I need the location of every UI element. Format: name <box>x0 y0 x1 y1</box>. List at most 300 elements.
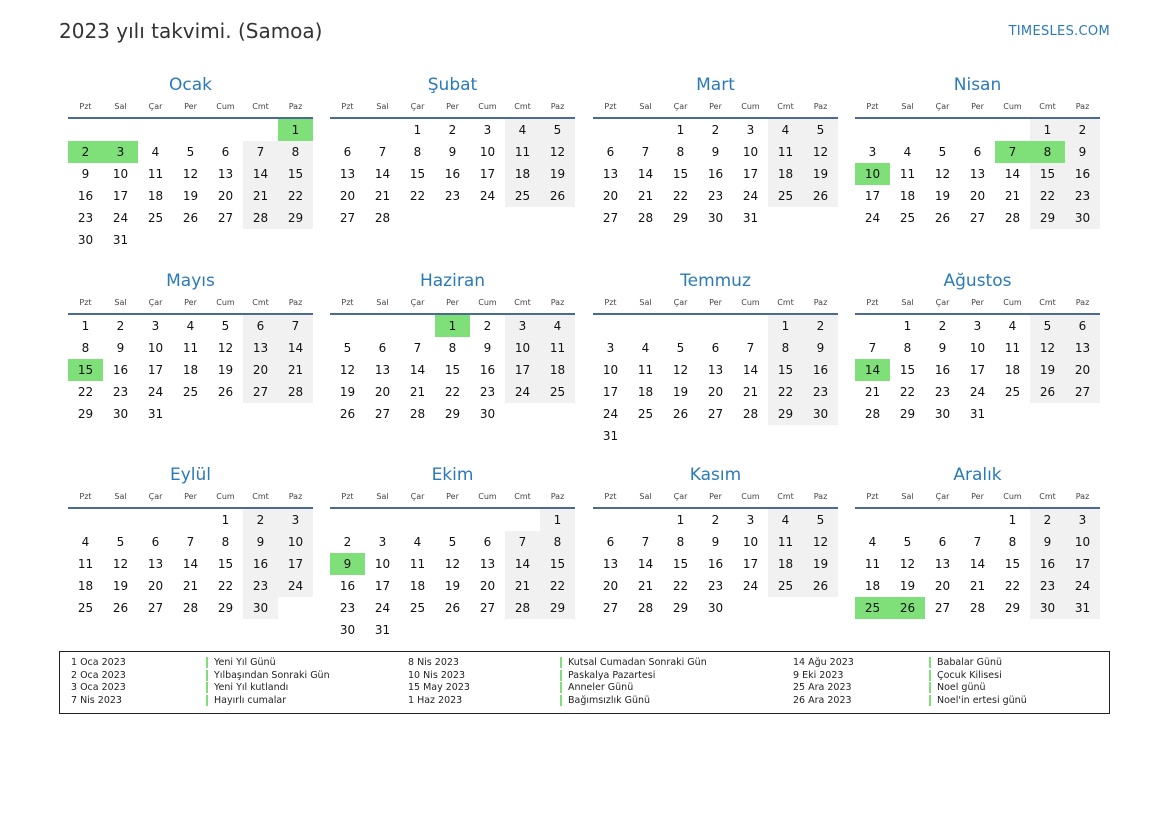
holiday-day-cell: 10 <box>855 163 890 185</box>
day-cell: 15 <box>672 167 689 181</box>
day-cell: 2 <box>938 319 947 333</box>
day-cell: 24 <box>864 211 881 225</box>
weekday-label: Pzt <box>866 102 879 111</box>
day-cell: 2 <box>1030 509 1065 531</box>
day-cell: 10 <box>147 341 164 355</box>
weekday-label: Pzt <box>79 298 92 307</box>
day-cell: 21 <box>374 189 391 203</box>
day-cell: 24 <box>969 385 986 399</box>
day-cell: 16 <box>1065 163 1100 185</box>
day-cell: 31 <box>112 233 129 247</box>
day-cell: 2 <box>711 123 720 137</box>
day-cell: 11 <box>77 557 94 571</box>
weekday-label: Sal <box>376 492 389 501</box>
day-cell: 25 <box>505 185 540 207</box>
day-cell: 21 <box>278 359 313 381</box>
day-cell: 21 <box>505 575 540 597</box>
day-cell: 29 <box>540 597 575 619</box>
day-grid <box>855 119 1100 229</box>
weekday-header <box>855 99 1100 119</box>
weekday-label: Cmt <box>777 492 794 501</box>
day-cell: 6 <box>151 535 160 549</box>
day-cell: 9 <box>938 341 947 355</box>
weekday-header <box>593 295 838 315</box>
day-cell: 5 <box>676 341 685 355</box>
day-cell: 13 <box>217 167 234 181</box>
day-cell: 13 <box>1065 337 1100 359</box>
weekday-header <box>68 295 313 315</box>
day-cell: 8 <box>81 341 90 355</box>
day-cell: 6 <box>606 535 615 549</box>
day-cell: 11 <box>409 557 426 571</box>
legend-row <box>60 682 1109 695</box>
day-cell: 16 <box>934 363 951 377</box>
weekday-label: Çar <box>935 102 950 111</box>
day-cell: 30 <box>243 597 278 619</box>
holiday-day-cell: 26 <box>890 597 925 619</box>
weekday-label: Paz <box>288 102 303 111</box>
day-cell: 5 <box>540 119 575 141</box>
day-cell: 3 <box>746 123 755 137</box>
day-cell: 1 <box>903 319 912 333</box>
day-cell: 10 <box>742 535 759 549</box>
day-cell: 16 <box>112 363 129 377</box>
day-cell: 13 <box>374 363 391 377</box>
day-grid <box>330 315 575 425</box>
weekday-label: Cmt <box>777 102 794 111</box>
empty-cell <box>103 509 138 531</box>
day-cell: 26 <box>1030 381 1065 403</box>
day-cell: 9 <box>483 341 492 355</box>
day-cell: 22 <box>899 385 916 399</box>
day-cell: 3 <box>278 509 313 531</box>
day-cell: 7 <box>378 145 387 159</box>
empty-cell <box>628 509 663 531</box>
day-cell: 5 <box>1030 315 1065 337</box>
day-cell: 12 <box>217 341 234 355</box>
day-grid <box>68 119 313 251</box>
day-cell: 27 <box>602 211 619 225</box>
weekday-label: Cum <box>216 492 235 501</box>
day-cell: 21 <box>409 385 426 399</box>
day-cell: 4 <box>1008 319 1017 333</box>
day-cell: 22 <box>540 575 575 597</box>
weekday-label: Çar <box>148 102 163 111</box>
empty-cell <box>505 509 540 531</box>
day-cell: 9 <box>243 531 278 553</box>
day-cell: 11 <box>182 341 199 355</box>
holiday-date: 25 Ara 2023 <box>793 682 852 694</box>
holiday-date: 2 Oca 2023 <box>71 669 126 681</box>
day-cell: 10 <box>505 337 540 359</box>
day-cell: 2 <box>116 319 125 333</box>
day-cell: 27 <box>217 211 234 225</box>
empty-cell <box>628 315 663 337</box>
day-cell: 22 <box>444 385 461 399</box>
empty-cell <box>593 119 628 141</box>
weekday-label: Paz <box>550 492 565 501</box>
day-cell: 27 <box>707 407 724 421</box>
weekday-label: Paz <box>288 298 303 307</box>
weekday-label: Pzt <box>866 492 879 501</box>
day-cell: 29 <box>899 407 916 421</box>
day-cell: 24 <box>742 579 759 593</box>
day-cell: 3 <box>746 513 755 527</box>
weekday-label: Paz <box>550 298 565 307</box>
month-name: Temmuz <box>680 271 751 291</box>
day-cell: 23 <box>707 189 724 203</box>
holiday-name: Noel'in ertesi günü <box>929 695 1027 706</box>
day-cell: 21 <box>637 579 654 593</box>
day-cell: 5 <box>938 145 947 159</box>
day-cell: 5 <box>803 509 838 531</box>
day-cell: 14 <box>742 363 759 377</box>
day-cell: 24 <box>278 575 313 597</box>
day-cell: 17 <box>374 579 391 593</box>
day-cell: 12 <box>540 141 575 163</box>
weekday-label: Cmt <box>1039 492 1056 501</box>
day-cell: 4 <box>768 119 803 141</box>
empty-cell <box>103 119 138 141</box>
day-cell: 16 <box>707 557 724 571</box>
empty-cell <box>400 509 435 531</box>
day-cell: 31 <box>1065 597 1100 619</box>
weekday-label: Cmt <box>777 298 794 307</box>
holiday-legend <box>59 651 1110 714</box>
day-cell: 18 <box>540 359 575 381</box>
day-cell: 21 <box>742 385 759 399</box>
weekday-label: Sal <box>901 102 914 111</box>
weekday-label: Cmt <box>1039 102 1056 111</box>
empty-cell <box>208 119 243 141</box>
day-cell: 4 <box>641 341 650 355</box>
day-cell: 12 <box>182 167 199 181</box>
day-cell: 29 <box>768 403 803 425</box>
day-cell: 20 <box>969 189 986 203</box>
day-cell: 28 <box>637 601 654 615</box>
weekday-label: Çar <box>673 298 688 307</box>
day-cell: 16 <box>77 189 94 203</box>
day-cell: 7 <box>641 535 650 549</box>
day-cell: 13 <box>243 337 278 359</box>
weekday-label: Per <box>184 492 197 501</box>
day-cell: 4 <box>151 145 160 159</box>
day-cell: 6 <box>221 145 230 159</box>
weekday-label: Cum <box>478 492 497 501</box>
day-cell: 27 <box>1065 381 1100 403</box>
weekday-label: Pzt <box>604 298 617 307</box>
weekday-header <box>68 99 313 119</box>
weekday-header <box>330 99 575 119</box>
day-cell: 1 <box>81 319 90 333</box>
day-cell: 23 <box>707 579 724 593</box>
month-9 <box>68 465 313 619</box>
weekday-label: Cmt <box>1039 298 1056 307</box>
weekday-label: Sal <box>639 298 652 307</box>
month-4 <box>855 75 1100 229</box>
weekday-header <box>330 295 575 315</box>
day-cell: 9 <box>711 535 720 549</box>
weekday-header <box>593 99 838 119</box>
day-cell: 28 <box>742 407 759 421</box>
empty-cell <box>365 315 400 337</box>
day-cell: 22 <box>409 189 426 203</box>
weekday-label: Cmt <box>514 492 531 501</box>
day-cell: 12 <box>672 363 689 377</box>
day-cell: 18 <box>147 189 164 203</box>
empty-cell <box>400 315 435 337</box>
day-cell: 9 <box>711 145 720 159</box>
day-cell: 14 <box>409 363 426 377</box>
day-cell: 26 <box>803 185 838 207</box>
day-cell: 17 <box>1065 553 1100 575</box>
holiday-day-cell: 1 <box>435 315 470 337</box>
day-cell: 3 <box>505 315 540 337</box>
weekday-label: Pzt <box>604 102 617 111</box>
holiday-date: 1 Haz 2023 <box>408 694 463 706</box>
empty-cell <box>733 315 768 337</box>
day-grid <box>593 315 838 447</box>
holiday-date: 8 Nis 2023 <box>408 657 459 668</box>
day-cell: 29 <box>1030 207 1065 229</box>
day-cell: 4 <box>540 315 575 337</box>
day-cell: 27 <box>339 211 356 225</box>
day-cell: 8 <box>903 341 912 355</box>
day-cell: 3 <box>483 123 492 137</box>
weekday-header <box>593 489 838 509</box>
weekday-label: Çar <box>410 492 425 501</box>
weekday-label: Cum <box>741 298 760 307</box>
day-cell: 12 <box>444 557 461 571</box>
day-cell: 13 <box>147 557 164 571</box>
day-cell: 11 <box>147 167 164 181</box>
weekday-label: Çar <box>148 492 163 501</box>
day-cell: 16 <box>444 167 461 181</box>
day-cell: 28 <box>374 211 391 225</box>
weekday-label: Cmt <box>252 492 269 501</box>
day-cell: 20 <box>479 579 496 593</box>
day-cell: 16 <box>479 363 496 377</box>
holiday-day-cell: 25 <box>855 597 890 619</box>
day-cell: 18 <box>864 579 881 593</box>
holiday-day-cell: 1 <box>278 119 313 141</box>
legend-row <box>60 695 1109 708</box>
day-cell: 3 <box>868 145 877 159</box>
holiday-date: 3 Oca 2023 <box>71 682 126 694</box>
empty-cell <box>593 315 628 337</box>
weekday-label: Cum <box>478 298 497 307</box>
day-cell: 19 <box>803 163 838 185</box>
day-cell: 8 <box>676 145 685 159</box>
day-cell: 18 <box>768 163 803 185</box>
month-3 <box>593 75 838 229</box>
day-cell: 20 <box>934 579 951 593</box>
day-cell: 10 <box>112 167 129 181</box>
day-cell: 4 <box>868 535 877 549</box>
weekday-label: Çar <box>673 492 688 501</box>
day-cell: 14 <box>969 557 986 571</box>
month-name: Ekim <box>431 465 474 485</box>
day-cell: 27 <box>969 211 986 225</box>
day-cell: 1 <box>540 509 575 531</box>
day-cell: 11 <box>768 141 803 163</box>
month-name: Mart <box>696 75 735 95</box>
day-cell: 12 <box>803 141 838 163</box>
weekday-header <box>855 489 1100 509</box>
day-cell: 26 <box>672 407 689 421</box>
day-cell: 19 <box>1030 359 1065 381</box>
empty-cell <box>925 119 960 141</box>
weekday-label: Sal <box>114 298 127 307</box>
weekday-label: Per <box>184 298 197 307</box>
weekday-label: Sal <box>376 298 389 307</box>
day-cell: 29 <box>672 601 689 615</box>
day-cell: 4 <box>81 535 90 549</box>
day-cell: 30 <box>934 407 951 421</box>
holiday-name: Yeni Yıl kutlandı <box>206 682 288 693</box>
day-cell: 26 <box>339 407 356 421</box>
day-cell: 18 <box>182 363 199 377</box>
day-cell: 7 <box>973 535 982 549</box>
day-cell: 13 <box>339 167 356 181</box>
month-name: Ağustos <box>943 271 1012 291</box>
day-cell: 1 <box>221 513 230 527</box>
day-cell: 9 <box>1065 141 1100 163</box>
day-cell: 4 <box>903 145 912 159</box>
day-cell: 15 <box>278 163 313 185</box>
day-cell: 24 <box>112 211 129 225</box>
month-name: Mayıs <box>166 271 215 291</box>
day-cell: 22 <box>672 189 689 203</box>
month-1 <box>68 75 313 251</box>
day-cell: 22 <box>278 185 313 207</box>
day-cell: 2 <box>243 509 278 531</box>
empty-cell <box>593 509 628 531</box>
day-grid <box>593 119 838 229</box>
day-cell: 3 <box>1065 509 1100 531</box>
day-cell: 10 <box>479 145 496 159</box>
day-cell: 30 <box>112 407 129 421</box>
day-cell: 21 <box>1004 189 1021 203</box>
day-cell: 5 <box>343 341 352 355</box>
day-cell: 7 <box>641 145 650 159</box>
day-cell: 17 <box>479 167 496 181</box>
day-cell: 27 <box>602 601 619 615</box>
day-cell: 23 <box>1065 185 1100 207</box>
day-cell: 23 <box>444 189 461 203</box>
day-cell: 30 <box>77 233 94 247</box>
empty-cell <box>365 119 400 141</box>
day-cell: 7 <box>746 341 755 355</box>
day-cell: 15 <box>1004 557 1021 571</box>
weekday-label: Cum <box>741 102 760 111</box>
day-cell: 30 <box>1030 597 1065 619</box>
day-cell: 20 <box>1065 359 1100 381</box>
weekday-label: Sal <box>901 298 914 307</box>
day-cell: 19 <box>339 385 356 399</box>
day-cell: 26 <box>803 575 838 597</box>
day-cell: 4 <box>413 535 422 549</box>
day-cell: 14 <box>182 557 199 571</box>
day-cell: 29 <box>217 601 234 615</box>
day-cell: 27 <box>479 601 496 615</box>
day-cell: 21 <box>864 385 881 399</box>
day-cell: 5 <box>116 535 125 549</box>
day-cell: 6 <box>1065 315 1100 337</box>
day-cell: 29 <box>1004 601 1021 615</box>
weekday-label: Çar <box>935 298 950 307</box>
empty-cell <box>68 119 103 141</box>
day-cell: 1 <box>1008 513 1017 527</box>
day-cell: 17 <box>278 553 313 575</box>
weekday-label: Per <box>971 492 984 501</box>
day-cell: 28 <box>182 601 199 615</box>
day-cell: 6 <box>343 145 352 159</box>
day-cell: 15 <box>540 553 575 575</box>
month-7 <box>593 271 838 447</box>
holiday-name: Hayırlı cumalar <box>206 695 286 706</box>
day-grid <box>855 315 1100 425</box>
day-cell: 8 <box>768 337 803 359</box>
day-cell: 11 <box>505 141 540 163</box>
day-cell: 6 <box>606 145 615 159</box>
day-cell: 13 <box>602 557 619 571</box>
day-cell: 1 <box>768 315 803 337</box>
day-cell: 28 <box>637 211 654 225</box>
day-cell: 7 <box>413 341 422 355</box>
weekday-label: Pzt <box>604 492 617 501</box>
weekday-label: Sal <box>376 102 389 111</box>
month-name: Aralık <box>953 465 1002 485</box>
day-cell: 23 <box>803 381 838 403</box>
day-cell: 4 <box>505 119 540 141</box>
day-cell: 28 <box>409 407 426 421</box>
day-cell: 28 <box>505 597 540 619</box>
day-cell: 26 <box>217 385 234 399</box>
month-name: Şubat <box>427 75 478 95</box>
weekday-label: Paz <box>550 102 565 111</box>
day-cell: 1 <box>413 123 422 137</box>
day-cell: 17 <box>147 363 164 377</box>
holiday-day-cell: 14 <box>855 359 890 381</box>
empty-cell <box>138 119 173 141</box>
weekday-header <box>330 489 575 509</box>
day-cell: 19 <box>899 579 916 593</box>
holiday-day-cell: 2 <box>68 141 103 163</box>
day-cell: 17 <box>602 385 619 399</box>
day-cell: 30 <box>479 407 496 421</box>
weekday-label: Sal <box>639 492 652 501</box>
day-cell: 12 <box>112 557 129 571</box>
day-cell: 18 <box>899 189 916 203</box>
day-cell: 25 <box>77 601 94 615</box>
weekday-header <box>855 295 1100 315</box>
day-cell: 31 <box>602 429 619 443</box>
day-cell: 7 <box>243 141 278 163</box>
day-cell: 22 <box>672 579 689 593</box>
holiday-date: 14 Ağu 2023 <box>793 657 854 668</box>
day-cell: 25 <box>637 407 654 421</box>
empty-cell <box>628 119 663 141</box>
empty-cell <box>960 119 995 141</box>
site-link[interactable]: TIMESLES.COM <box>1008 24 1110 39</box>
day-cell: 1 <box>1030 119 1065 141</box>
day-cell: 22 <box>1004 579 1021 593</box>
day-cell: 6 <box>243 315 278 337</box>
day-cell: 3 <box>606 341 615 355</box>
day-cell: 28 <box>969 601 986 615</box>
empty-cell <box>470 509 505 531</box>
